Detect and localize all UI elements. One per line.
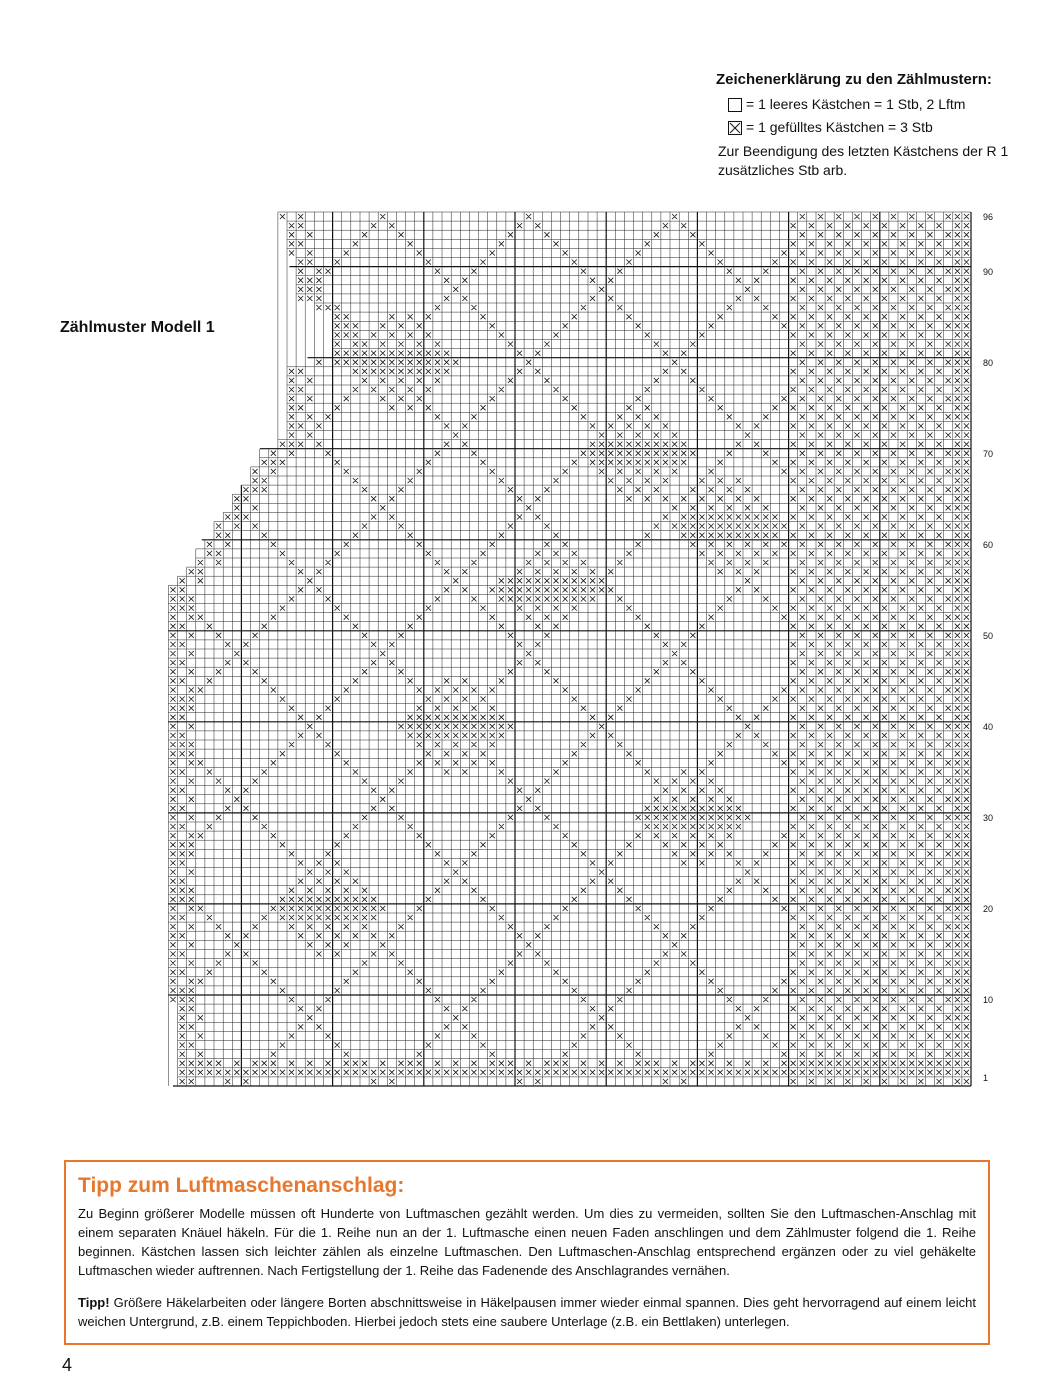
tip-box	[64, 1160, 990, 1345]
row-label: 20	[983, 904, 994, 915]
legend-empty-label: = 1 leeres Kästchen = 1 Stb, 2 Lftm	[746, 96, 966, 112]
tip-second-paragraph	[78, 1293, 976, 1331]
pattern-title: Zählmuster Modell 1	[60, 319, 215, 336]
row-label: 60	[983, 539, 994, 550]
chart-grid	[168, 212, 971, 1086]
row-label: 80	[983, 357, 994, 368]
legend-title: Zeichenerklärung zu den Zählmustern:	[716, 71, 992, 88]
row-label: 30	[983, 813, 994, 824]
tip-second-text: Größere Häkelarbeiten oder längere Borten abschnittsweise in Häkelpausen immer wieder einmal spannen. Dies geht hervorragend auf einem leicht weichen Untergrund, z.B. einem Teppichboden. Hierbei jedoch stets eine saubere Unterlage (z.B. ein Bettlaken) unterlegen.	[78, 1295, 976, 1329]
tip-paragraph: Zu Beginn größerer Modelle müssen oft Hunderte von Luftmaschen gezählt werden. Um dies zu vermeiden, sollten Sie den Luftmaschen-Anschlag mit einem separaten Knäuel häkeln. Für die 1. Reihe nun an der 1. Luftmasche einen neuen Faden anschlingen und dem Zählmuster folgend die 1. Reihe beginnen. Kästchen lassen sich leichter zählen als einzelne Luftmaschen. Den Luftmaschen-Anschlag entsprechend ergänzen oder zu viel gehäkelte Luftmaschen wieder auftrennen. Nach Fertigstellung der 1. Reihe das Fadenende des Anschlagrandes vernähen.	[78, 1206, 976, 1278]
row-label: 1	[983, 1073, 989, 1083]
row-label: 96	[983, 212, 994, 223]
legend-note: Zur Beendigung des letzten Kästchens der R 1 zusätzliches Stb arb.	[718, 143, 1009, 178]
page-number: 4	[62, 1355, 73, 1375]
row-label: 50	[983, 631, 994, 641]
row-label: 10	[983, 995, 994, 1006]
tip-second-label: Tipp!	[78, 1295, 110, 1310]
row-label: 40	[983, 722, 994, 732]
row-label: 90	[983, 266, 994, 277]
row-label: 70	[983, 448, 994, 459]
tip-heading: Tipp zum Luftmaschenanschlag:	[78, 1174, 405, 1197]
legend-filled-label: = 1 gefülltes Kästchen = 3 Stb	[746, 119, 933, 135]
